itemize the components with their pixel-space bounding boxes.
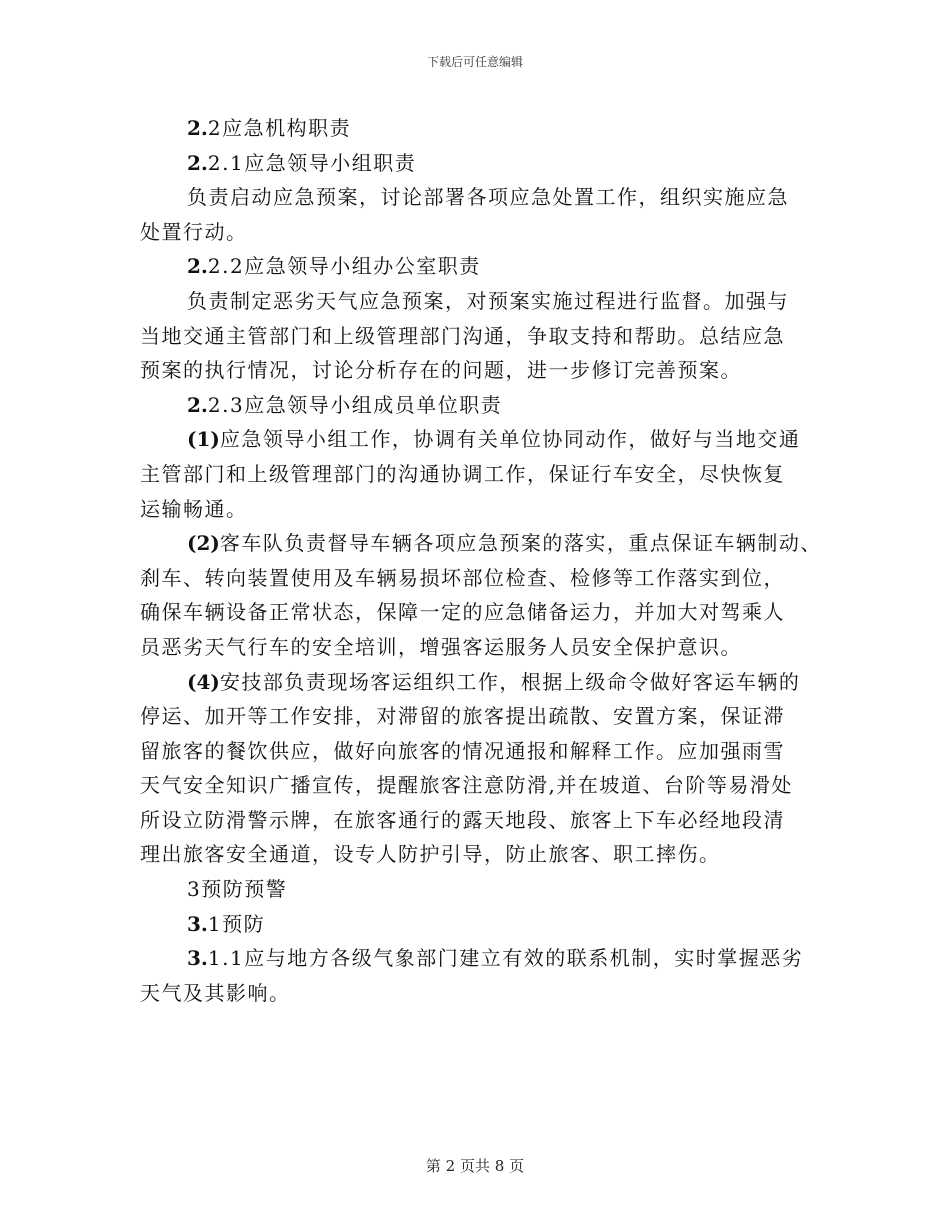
item-number: (4) — [187, 669, 220, 694]
paragraph-line: 负责启动应急预案，讨论部署各项应急处置工作，组织实施应急 — [187, 185, 789, 210]
paragraph-line: 运输畅通。 — [140, 496, 248, 521]
section-number: 3. — [187, 946, 208, 971]
paragraph-line: 留旅客的餐饮供应，做好向旅客的情况通报和解释工作。应加强雨雪 — [140, 738, 785, 763]
item-number: (2) — [187, 531, 220, 556]
item-text: 客车队负责督导车辆各项应急预案的落实，重点保证车辆制动、 — [219, 531, 822, 556]
subsection-heading — [140, 388, 820, 423]
paragraph-line: 刹车、转向装置使用及车辆易损坏部位检查、检修等工作落实到位， — [140, 565, 785, 590]
paragraph-line: 负责制定恶劣天气应急预案，对预案实施过程进行监督。加强与 — [187, 288, 789, 313]
section-number: 2. — [187, 254, 208, 279]
paragraph-line: 理出旅客安全通道，设专人防护引导，防止旅客、职工摔伤。 — [140, 842, 721, 867]
paragraph-line: 天气安全知识广播宣传，提醒旅客注意防滑,并在坡道、台阶等易滑处 — [140, 773, 793, 798]
heading-text: 2应急机构职责 — [207, 116, 352, 140]
item-text: 1.1应与地方各级气象部门建立有效的联系机制，实时掌握恶劣 — [207, 946, 804, 971]
subsection-heading — [140, 907, 820, 942]
paragraph-line: 预案的执行情况，讨论分析存在的问题，进一步修订完善预案。 — [140, 358, 742, 383]
subsection-line — [140, 941, 820, 976]
subsection-heading — [140, 249, 820, 284]
paragraph-line: 所设立防滑警示牌，在旅客通行的露天地段、旅客上下车必经地段清 — [140, 807, 785, 832]
section-heading — [140, 111, 820, 146]
item-text: 应急领导小组工作，协调有关单位协同动作，做好与当地交通 — [219, 427, 801, 452]
page-header: 下载后可任意编辑 — [426, 55, 523, 69]
list-item-line — [140, 526, 820, 561]
page-footer: 第 2 页共 8 页 — [425, 1157, 525, 1175]
section-heading: 3预防预警 — [187, 877, 288, 902]
paragraph-line: 处置行动。 — [140, 219, 248, 244]
paragraph-line: 确保车辆设备正常状态，保障一定的应急储备运力，并加大对驾乘人 — [140, 600, 785, 625]
item-text: 安技部负责现场客运组织工作，根据上级命令做好客运车辆的 — [219, 669, 801, 694]
heading-text: 2.1应急领导小组职责 — [207, 150, 417, 175]
paragraph-line: 员恶劣天气行车的安全培训，增强客运服务人员安全保护意识。 — [140, 634, 742, 659]
subsection-heading — [140, 146, 820, 181]
section-number: 2. — [187, 150, 208, 175]
heading-text: 2.2应急领导小组办公室职责 — [207, 254, 481, 279]
document-body — [140, 111, 820, 1010]
paragraph-line: 主管部门和上级管理部门的沟通协调工作，保证行车安全，尽快恢复 — [140, 461, 785, 486]
heading-text: 1预防 — [207, 911, 266, 936]
section-number: 3. — [187, 911, 208, 936]
heading-text: 2.3应急领导小组成员单位职责 — [207, 392, 503, 417]
list-item-line — [140, 665, 820, 700]
paragraph-line: 天气及其影响。 — [140, 980, 291, 1005]
paragraph-line: 停运、加开等工作安排，对滞留的旅客提出疏散、安置方案，保证滞 — [140, 704, 785, 729]
paragraph-line: 当地交通主管部门和上级管理部门沟通，争取支持和帮助。总结应急 — [140, 323, 785, 348]
section-number: 2. — [187, 392, 208, 417]
list-item-line — [140, 422, 820, 457]
section-number: 2. — [187, 116, 208, 140]
item-number: (1) — [187, 427, 220, 452]
